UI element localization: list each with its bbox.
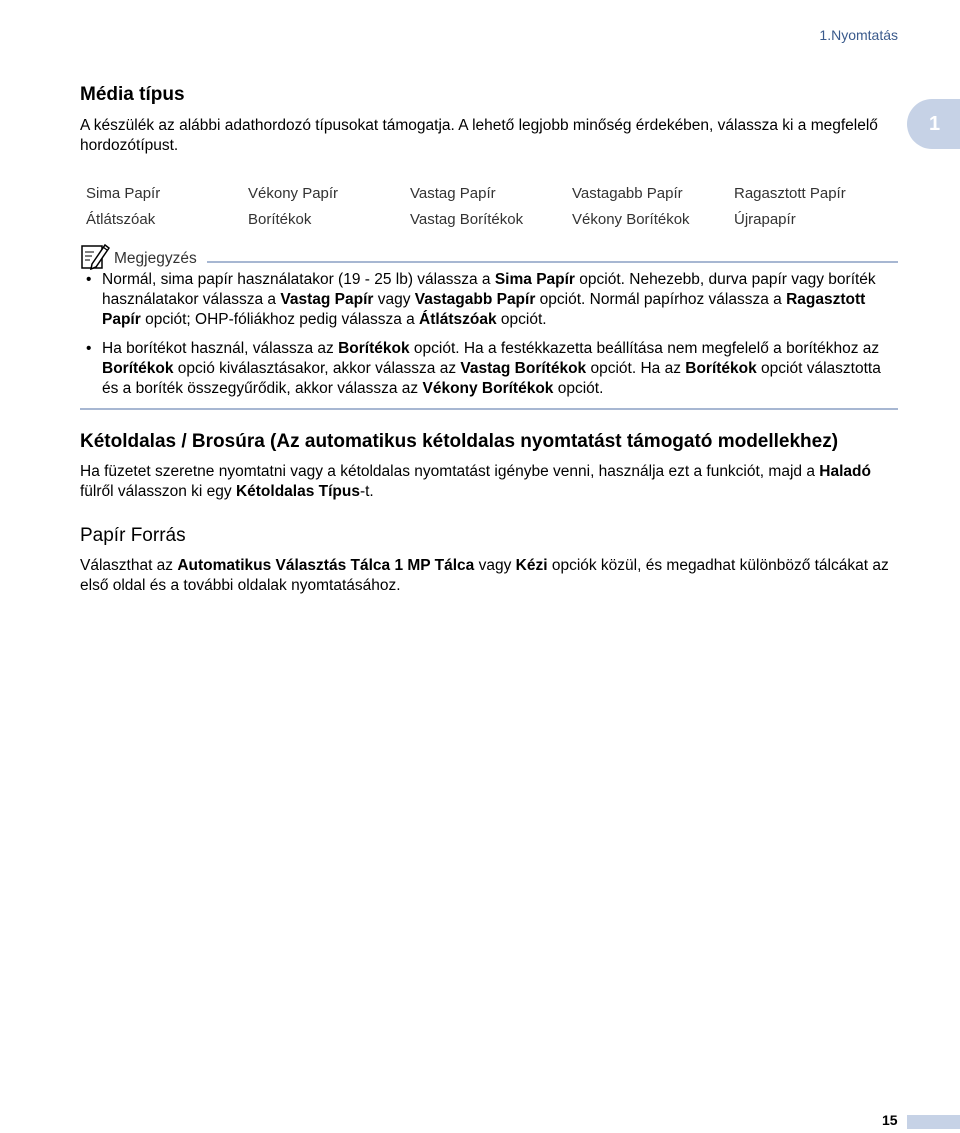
- chapter-tab: 1: [907, 99, 960, 149]
- note-pencil-icon: [80, 242, 110, 270]
- note-list: [80, 270, 898, 408]
- media-row-1: [86, 180, 896, 206]
- duplex-paragraph: Ha füzetet szeretne nyomtatni vagy a kétoldalas nyomtatást igénybe venni, használja ezt a funkciót, majd a Haladó fülről válasszon ki egy Kétoldalas Típus-t.: [80, 463, 871, 500]
- section-title-source: Papír Forrás: [80, 525, 186, 546]
- media-type-grid: [86, 180, 896, 232]
- media-type-cell: Ragasztott Papír: [734, 184, 846, 202]
- media-intro: A készülék az alábbi adathordozó típusokat támogatja. A lehető legjobb minőség érdekében, válassza ki a megfelelő hordozótípust.: [80, 117, 878, 154]
- media-type-cell: Sima Papír: [86, 184, 161, 202]
- media-type-cell: Borítékok: [248, 210, 312, 228]
- media-type-cell: Átlátszóak: [86, 210, 156, 228]
- media-type-cell: Vastagabb Papír: [572, 184, 683, 202]
- source-paragraph: Választhat az Automatikus Választás Tálca 1 MP Tálca vagy Kézi opciók közül, és megadhat különböző tálcákat az első oldal és a további oldalak nyomtatásához.: [80, 557, 889, 594]
- media-type-cell: Újrapapír: [734, 210, 796, 228]
- note-item: • Normál, sima papír használatakor (19 - 25 lb) válassza a Sima Papír opciót. Nehezebb, durva papír vagy boríték használatakor válassza a Vastag Papír vagy Vastagabb Papír opciót. Normál papírhoz válassza a Ragasztott Papír opciót; OHP-fóliákhoz pedig válassza a Átlátszóak opciót.: [80, 270, 898, 330]
- media-type-cell: Vastag Borítékok: [410, 210, 524, 228]
- media-type-cell: Vékony Papír: [248, 184, 339, 202]
- page-number: 15: [882, 1112, 898, 1128]
- media-type-cell: Vékony Borítékok: [572, 210, 690, 228]
- header-breadcrumb: 1.Nyomtatás: [819, 27, 898, 43]
- note-item: • Ha borítékot használ, válassza az Borítékok opciót. Ha a festékkazetta beállítása nem megfelelő a borítékhoz az Borítékok opció kiválasztásakor, akkor válassza az Vastag Borítékok opciót. Ha az Borítékok opciót választotta és a boríték összegyűrődik, akkor válassza az Vékony Borítékok opciót.: [80, 339, 898, 399]
- page-footer-bar: [907, 1115, 960, 1129]
- media-type-cell: Vastag Papír: [410, 184, 496, 202]
- note-title: Megjegyzés: [114, 250, 197, 267]
- note-bottom-divider: [80, 408, 898, 410]
- note-divider: [207, 261, 898, 263]
- section-title-media: Média típus: [80, 84, 185, 105]
- section-title-duplex: Kétoldalas / Brosúra (Az automatikus kétoldalas nyomtatást támogató modellekhez): [80, 431, 839, 452]
- media-row-2: [86, 206, 896, 232]
- note-header: [80, 240, 898, 270]
